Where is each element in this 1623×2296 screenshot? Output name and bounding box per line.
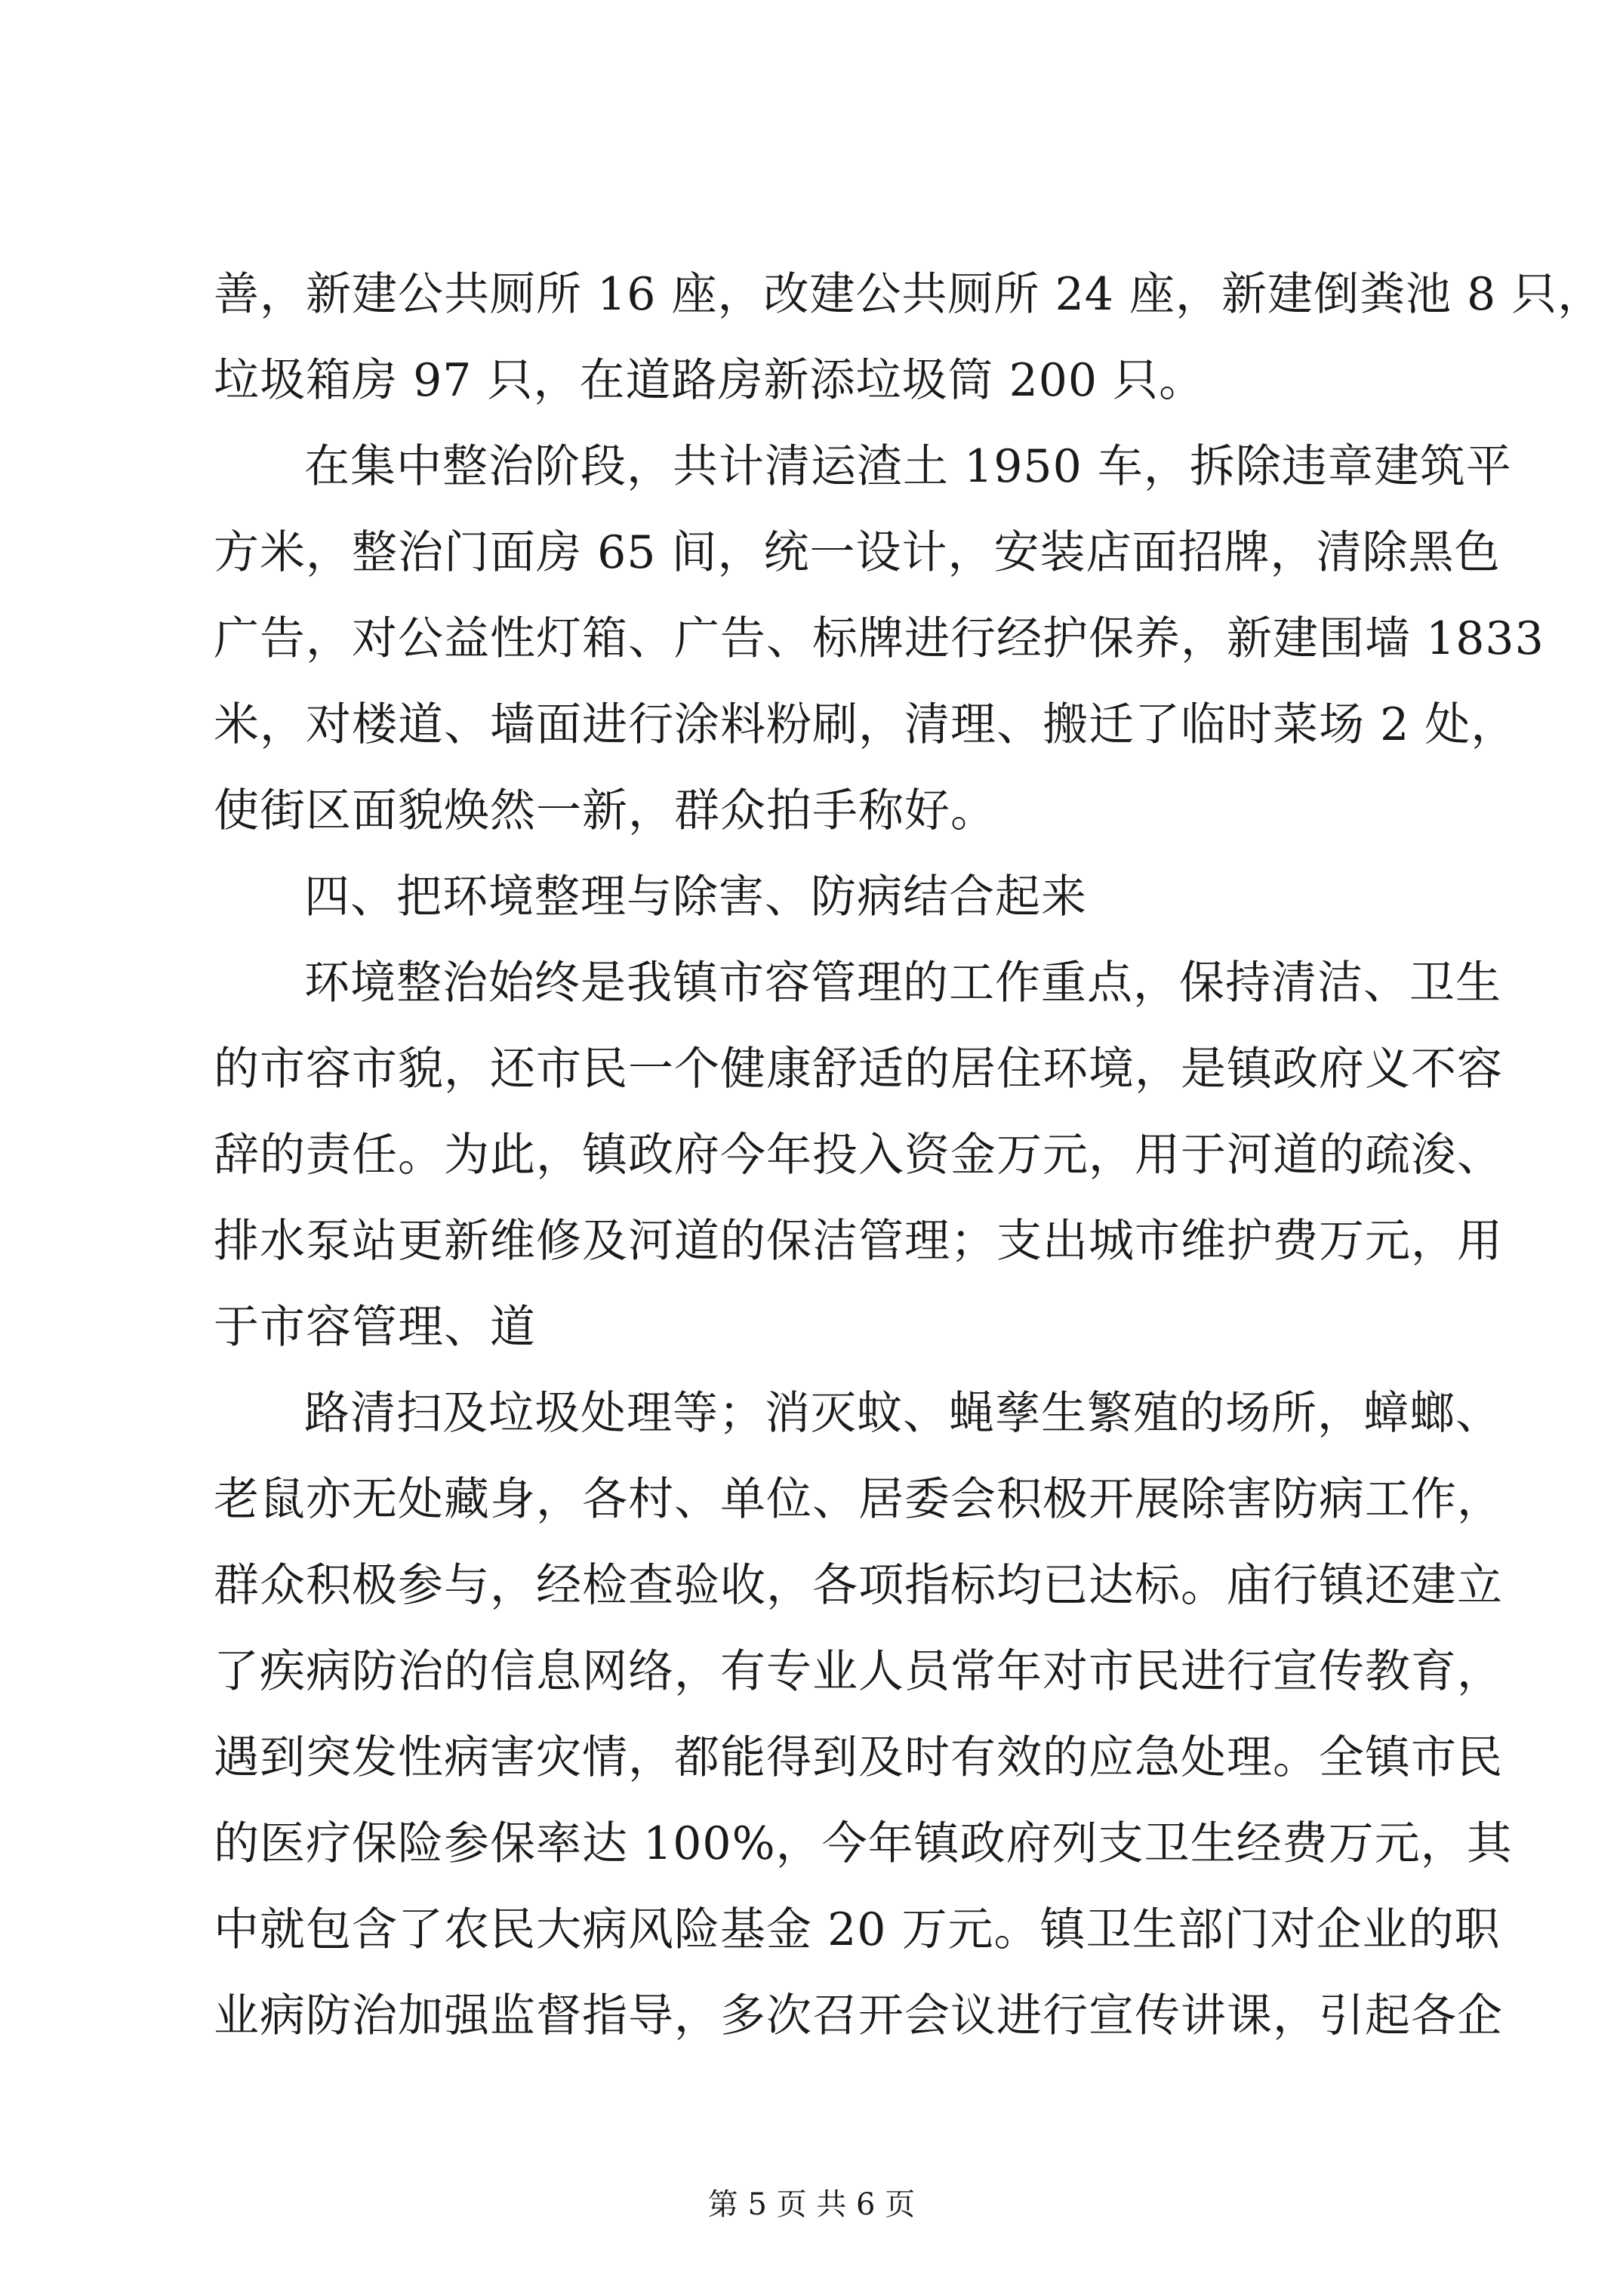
text-line: 了疾病防治的信息网络，有专业人员常年对市民进行宣传教育， xyxy=(214,1645,1503,1698)
text-line: 遇到突发性病害灾情，都能得到及时有效的应急处理。全镇市民 xyxy=(214,1731,1503,1784)
text-line: 于市容管理、道 xyxy=(214,1301,536,1354)
text-line: 老鼠亦无处藏身，各村、单位、居委会积极开展除害防病工作， xyxy=(214,1473,1503,1526)
text-line: 排水泵站更新维修及河道的保洁管理；支出城市维护费万元，用 xyxy=(214,1215,1503,1268)
text-line: 垃圾箱房 97 只，在道路房新添垃圾筒 200 只。 xyxy=(214,354,1206,407)
text-line: 中就包含了农民大病风险基金 20 万元。镇卫生部门对企业的职 xyxy=(214,1903,1501,1956)
page-footer: 第 5 页 共 6 页 xyxy=(707,2187,916,2222)
text-line: 米，对楼道、墙面进行涂料粉刷，清理、搬迁了临时菜场 2 处， xyxy=(214,698,1517,751)
paragraph-start-line: 在集中整治阶段，共计清运渣土 1950 车，拆除违章建筑平 xyxy=(304,440,1512,493)
text-line: 方米，整治门面房 65 间，统一设计，安装店面招牌，清除黑色 xyxy=(214,526,1501,579)
text-line: 业病防治加强监督指导，多次召开会议进行宣传讲课，引起各企 xyxy=(214,1989,1503,2042)
text-line: 的医疗保险参保率达 100%，今年镇政府列支卫生经费万元，其 xyxy=(214,1817,1513,1870)
paragraph-start-line: 环境整治始终是我镇市容管理的工作重点，保持清洁、卫生 xyxy=(304,957,1501,1009)
text-line: 广告，对公益性灯箱、广告、标牌进行经护保养，新建围墙 1833 xyxy=(214,612,1544,665)
text-line: 群众积极参与，经检查验收，各项指标均已达标。庙行镇还建立 xyxy=(214,1559,1503,1612)
text-line: 善，新建公共厕所 16 座，改建公共厕所 24 座，新建倒粪池 8 只， xyxy=(214,268,1604,321)
text-line: 使街区面貌焕然一新，群众拍手称好。 xyxy=(214,784,996,837)
paragraph-start-line: 路清扫及垃圾处理等；消灭蚊、蝇孳生繁殖的场所，蟑螂、 xyxy=(304,1387,1501,1440)
text-line: 辞的责任。为此，镇政府今年投入资金万元，用于河道的疏浚、 xyxy=(214,1129,1503,1182)
text-line: 的市容市貌，还市民一个健康舒适的居住环境，是镇政府义不容 xyxy=(214,1043,1503,1096)
section-heading: 四、把环境整理与除害、防病结合起来 xyxy=(304,871,1087,923)
